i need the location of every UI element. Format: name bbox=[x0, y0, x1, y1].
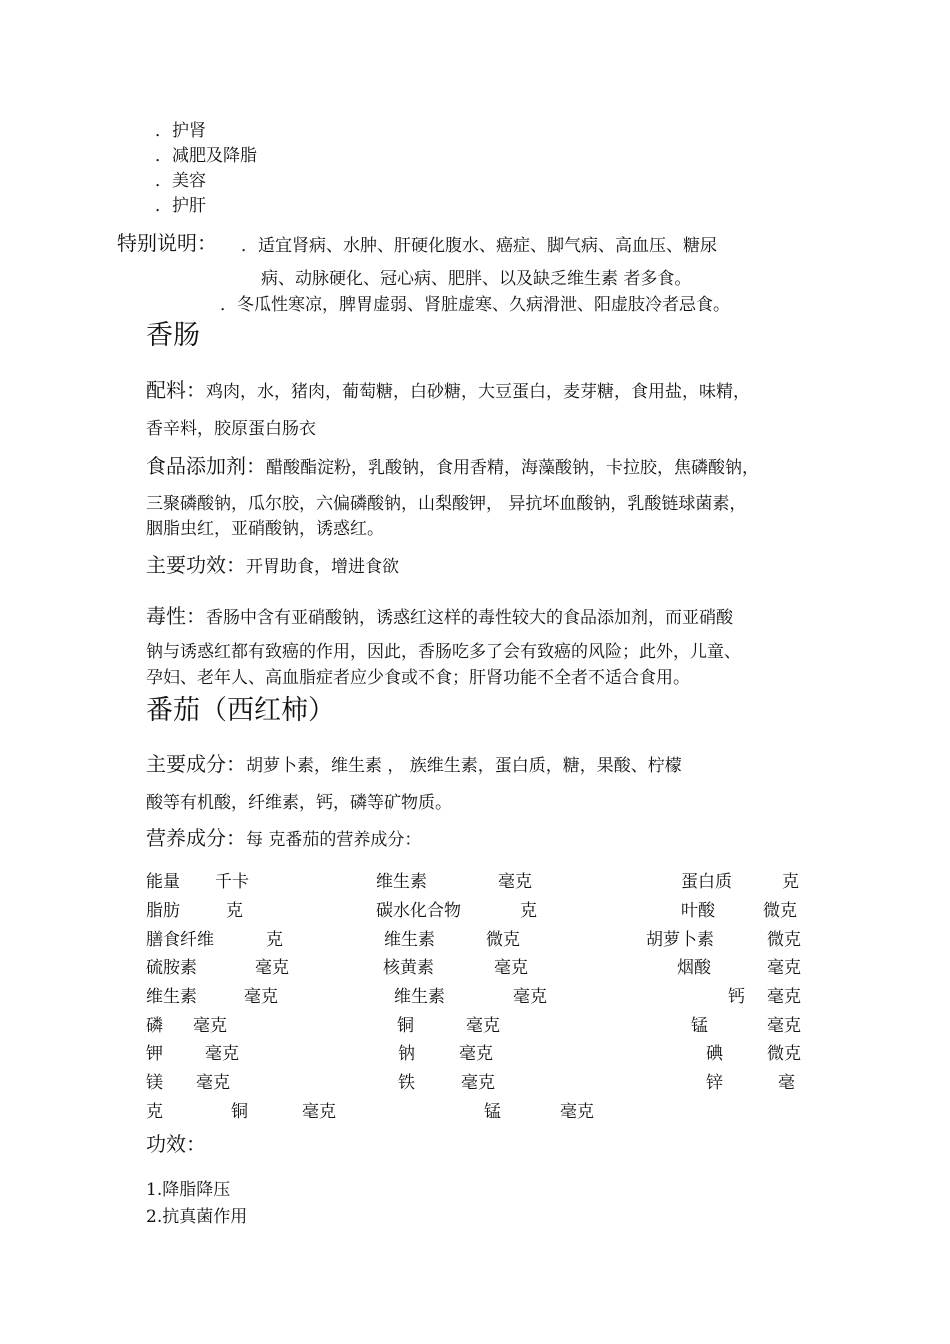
nutrient-name: 脂肪 bbox=[146, 901, 180, 921]
nutrient-unit: 千卡 bbox=[215, 872, 249, 892]
ingredients-paragraph bbox=[146, 374, 750, 403]
nutrient-unit: 微克 bbox=[767, 1044, 801, 1064]
nutrient-unit: 毫克 bbox=[767, 1016, 801, 1036]
special-note-line: ．适宜肾病、水肿、肝硬化腹水、癌症、脚气病、高血压、糖尿 bbox=[241, 236, 717, 256]
nutrient-name: 钙 bbox=[728, 987, 745, 1007]
nutrient-unit: 毫 bbox=[778, 1073, 795, 1093]
nutrient-unit: 微克 bbox=[767, 930, 801, 950]
nutrient-unit: 毫克 bbox=[466, 1016, 500, 1036]
nutrient-name: 能量 bbox=[146, 872, 180, 892]
components-paragraph bbox=[146, 748, 682, 777]
nutrient-name: 维生素 bbox=[394, 987, 445, 1007]
nutrient-unit: 微克 bbox=[763, 901, 797, 921]
ingredients-label: 配料： bbox=[146, 378, 206, 402]
section-title-tomato: 番茄（西红柿） bbox=[146, 695, 335, 726]
effect-text: 开胃助食，增进食欲 bbox=[246, 557, 399, 577]
nutrient-name: 蛋白质 bbox=[681, 872, 732, 892]
nutrient-name: 锰 bbox=[691, 1016, 708, 1036]
nutrition-label: 营养成分： bbox=[146, 826, 246, 850]
nutrition-paragraph bbox=[146, 822, 421, 851]
nutrient-unit: 毫克 bbox=[461, 1073, 495, 1093]
nutrient-name: 钠 bbox=[398, 1044, 415, 1064]
nutrient-unit: 毫克 bbox=[244, 987, 278, 1007]
nutrient-unit: 克 bbox=[520, 901, 537, 921]
components-text: 胡萝卜素，维生素 ， 族维生素，蛋白质，糖，果酸、柠檬 bbox=[246, 756, 682, 776]
efficacy-label: 功效： bbox=[146, 1132, 206, 1156]
nutrient-unit: 毫克 bbox=[494, 958, 528, 978]
ingredients-text: 鸡肉，水，猪肉，葡萄糖，白砂糖，大豆蛋白，麦芽糖，食用盐，味精， bbox=[206, 382, 750, 402]
nutrient-name: 铜 bbox=[231, 1102, 248, 1122]
nutrient-unit: 克 bbox=[266, 930, 283, 950]
special-note-line: ．冬瓜性寒凉，脾胃虚弱、肾脏虚寒、久病滑泄、阳虚肢冷者忌食。 bbox=[220, 295, 730, 315]
nutrient-name: 碘 bbox=[706, 1044, 723, 1064]
list-item: ．护肾 bbox=[155, 121, 206, 141]
components-label: 主要成分： bbox=[146, 752, 246, 776]
list-item: ．减肥及降脂 bbox=[155, 146, 257, 166]
nutrient-name: 维生素 bbox=[376, 872, 427, 892]
special-note-label: 特别说明： bbox=[117, 231, 217, 255]
nutrient-unit: 毫克 bbox=[302, 1102, 336, 1122]
toxicity-label: 毒性： bbox=[146, 604, 206, 628]
nutrient-unit: 毫克 bbox=[513, 987, 547, 1007]
efficacy-item: 1.降脂降压 bbox=[146, 1180, 231, 1200]
nutrient-name: 铁 bbox=[398, 1073, 415, 1093]
list-item: ．护肝 bbox=[155, 196, 206, 216]
additives-label: 食品添加剂： bbox=[146, 454, 266, 478]
nutrient-unit: 毫克 bbox=[196, 1073, 230, 1093]
nutrient-unit: 克 bbox=[146, 1102, 163, 1122]
nutrient-name: 镁 bbox=[146, 1073, 163, 1093]
additives-text: 醋酸酯淀粉，乳酸钠，食用香精，海藻酸钠，卡拉胶，焦磷酸钠， bbox=[266, 458, 759, 478]
nutrient-unit: 毫克 bbox=[459, 1044, 493, 1064]
nutrient-name: 锰 bbox=[484, 1102, 501, 1122]
nutrient-unit: 毫克 bbox=[255, 958, 289, 978]
additives-paragraph bbox=[146, 450, 759, 479]
nutrient-unit: 毫克 bbox=[560, 1102, 594, 1122]
nutrient-unit: 毫克 bbox=[193, 1016, 227, 1036]
additives-text: 三聚磷酸钠，瓜尔胶，六偏磷酸钠，山梨酸钾， 异抗坏血酸钠，乳酸链球菌素， bbox=[146, 494, 747, 514]
toxicity-text: 孕妇、老年人、高血脂症者应少食或不食；肝肾功能不全者不适合食用。 bbox=[146, 668, 690, 688]
nutrient-name: 锌 bbox=[706, 1073, 723, 1093]
nutrient-unit: 毫克 bbox=[767, 958, 801, 978]
effect-paragraph bbox=[146, 549, 399, 578]
effect-label: 主要功效： bbox=[146, 553, 246, 577]
nutrient-name: 硫胺素 bbox=[146, 958, 197, 978]
toxicity-text: 香肠中含有亚硝酸钠，诱惑红这样的毒性较大的食品添加剂，而亚硝酸 bbox=[206, 608, 733, 628]
nutrient-name: 维生素 bbox=[384, 930, 435, 950]
nutrient-unit: 克 bbox=[782, 872, 799, 892]
efficacy-item: 2.抗真菌作用 bbox=[146, 1207, 248, 1227]
nutrient-name: 烟酸 bbox=[677, 958, 711, 978]
nutrient-name: 胡萝卜素 bbox=[646, 930, 714, 950]
special-note-line: 病、动脉硬化、冠心病、肥胖、以及缺乏维生素 者多食。 bbox=[261, 269, 692, 289]
nutrient-unit: 毫克 bbox=[205, 1044, 239, 1064]
nutrient-unit: 毫克 bbox=[498, 872, 532, 892]
nutrient-name: 叶酸 bbox=[681, 901, 715, 921]
nutrient-name: 碳水化合物 bbox=[376, 901, 461, 921]
section-title-sausage: 香肠 bbox=[146, 320, 200, 351]
list-item: ．美容 bbox=[155, 171, 206, 191]
nutrient-unit: 微克 bbox=[486, 930, 520, 950]
components-text: 酸等有机酸，纤维素，钙，磷等矿物质。 bbox=[146, 793, 452, 813]
nutrient-name: 铜 bbox=[397, 1016, 414, 1036]
ingredients-text: 香辛料，胶原蛋白肠衣 bbox=[146, 419, 316, 439]
nutrient-name: 钾 bbox=[146, 1044, 163, 1064]
toxicity-paragraph bbox=[146, 600, 733, 629]
nutrient-name: 核黄素 bbox=[383, 958, 434, 978]
nutrient-name: 膳食纤维 bbox=[146, 930, 214, 950]
nutrient-name: 维生素 bbox=[146, 987, 197, 1007]
nutrient-name: 磷 bbox=[146, 1016, 163, 1036]
nutrient-unit: 克 bbox=[226, 901, 243, 921]
nutrient-unit: 毫克 bbox=[767, 987, 801, 1007]
toxicity-text: 钠与诱惑红都有致癌的作用，因此，香肠吃多了会有致癌的风险；此外，儿童、 bbox=[146, 642, 741, 662]
nutrition-text: 每 克番茄的营养成分： bbox=[246, 830, 422, 850]
additives-text: 胭脂虫红，亚硝酸钠，诱惑红。 bbox=[146, 519, 384, 539]
